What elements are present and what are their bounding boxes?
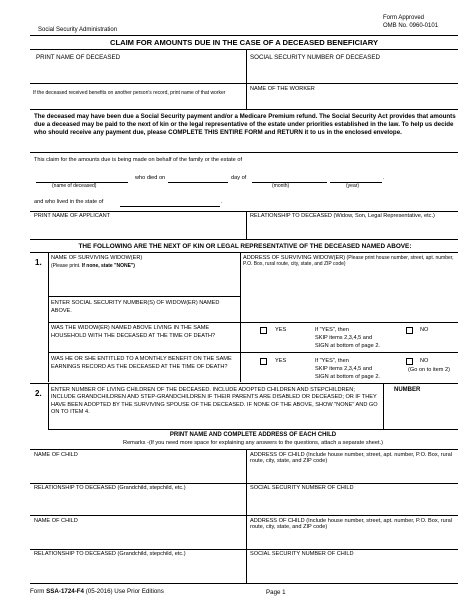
state-line[interactable] [120,196,220,206]
entitled-yes-checkbox[interactable] [260,358,267,365]
widow-address-note: (Please print house number, street, apt. number, P.O. Box, rural route, city, state, and ZIP code) [243,255,454,267]
applicant-name-field[interactable] [33,222,243,237]
child-2-relationship-label: RELATIONSHIP TO DECEASED (Grandchild, stepchild, etc.) [34,551,186,557]
section-2-number: 2. [35,389,42,398]
same-household-no-label: NO [420,327,429,333]
please-print-note: (Please print. [51,263,81,269]
child-1-address-field[interactable] [249,472,456,482]
omb-number: OMB No. 0960-0101 [383,23,439,29]
deceased-ssn-field[interactable] [249,63,456,81]
deceased-name-field[interactable] [33,63,243,81]
widow-name-label: NAME OF SURVIVING WIDOW(ER) [51,255,143,261]
relationship-label: RELATIONSHIP TO DECEASED (Widow, Son, Legal Representative, etc.) [250,213,435,219]
child-2-ssn-label: SOCIAL SECURITY NUMBER OF CHILD [250,551,354,557]
deceased-name-label: PRINT NAME OF DECEASED [36,54,121,61]
form-footer [30,588,164,595]
agency-name: Social Security Administration [38,27,118,33]
applicant-name-label: PRINT NAME OF APPLICANT [34,213,111,219]
deceased-ssn-label: SOCIAL SECURITY NUMBER OF DECEASED [250,54,380,61]
form-edition: (05-2016) Use Prior Editions [85,588,164,595]
same-household-question: WAS THE WIDOW(ER) NAMED ABOVE LIVING IN THE SAME HOUSEHOLD WITH THE DECEASED AT THE TIME OF DEATH? [51,325,216,339]
day-of-label: day of [231,175,247,181]
period: . [383,175,385,181]
entitled-no-label: NO [420,358,429,364]
entitled-yes-label: YES [275,358,287,364]
children-instructions: ENTER NUMBER OF LIVING CHILDREN OF THE DECEASED. INCLUDE ADOPTED CHILDREN AND STEPCHILDREN; INCLUDE GRANDCHILDREN AND STEP-GRANDCHILDREN IF THEIR PARENTS ARE DISABLED OR DECEASED; OR IF THEY HAVE BEEN ADOPTED BY THE SURVIVING SPOUSE OF THE DECEASED. IF NONE OF THE ABOVE, SHOW "NONE" AND GO ON TO ITEM 4. [51,387,378,415]
child-2-address-field[interactable] [249,538,456,548]
entitled-question: WAS HE OR SHE ENTITLED TO A MONTHLY BENEFIT ON THE SAME EARNINGS RECORD AS THE DECEASED AT THE TIME OF DEATH? [51,356,232,370]
name-of-deceased-caption: (name of deceased) [52,183,97,189]
child-1-name-field[interactable] [33,461,243,481]
same-household-yes-checkbox[interactable] [260,327,267,334]
widow-address-field[interactable] [242,274,456,312]
claim-intro: This claim for the amounts due is being made on behalf of the family or the estate of [34,157,243,163]
child-1-ssn-field[interactable] [249,493,456,513]
widow-address-label: ADDRESS OF SURVIVING WIDOW(ER) [243,255,346,261]
notice-text: The deceased may have been due a Social Security payment and/or a Medicare Premium refund. The Social Security Act provides that amounts due a deceased may be paid to the next of kin or the legal representative of the estate under priorities established in the law. To help us decide who should receive any payment due, please COMPLETE THIS ENTIRE FORM and RETURN it to us in the enclosed envelope. [34,113,456,136]
child-2-ssn-field[interactable] [249,559,456,581]
number-label: NUMBER [394,387,421,393]
same-household-skip: SKIP items 2,3,4,5 and [315,335,373,341]
who-died-on-label: who died on [135,175,166,181]
entitled-if-yes: If "YES", then [315,358,349,364]
child-2-relationship-field[interactable] [33,559,243,581]
child-1-name-label: NAME OF CHILD [34,452,78,458]
same-household-no-checkbox[interactable] [406,327,413,334]
entitled-no-checkbox[interactable] [406,358,413,365]
form-title: CLAIM FOR AMOUNTS DUE IN THE CASE OF A DECEASED BENEFICIARY [109,38,379,47]
entitled-sign: SIGN at bottom of page 2. [315,374,380,380]
widow-name-field[interactable] [50,272,238,294]
section-1-number: 1. [35,258,42,267]
same-household-yes-label: YES [275,327,287,333]
entitled-skip: SKIP items 2,3,4,5 and [315,366,373,372]
child-1-address-label: ADDRESS OF CHILD (Include house number, street, apt. number, P.O. Box, rural route, city, state, and ZIP code) [250,452,452,465]
kin-heading: THE FOLLOWING ARE THE NEXT OF KIN OR LEGAL REPRESENTATIVE OF THE DECEASED NAMED ABOVE: [78,243,412,250]
form-label: Form [30,588,45,595]
page-number: Page 1 [266,589,286,596]
child-1-relationship-field[interactable] [33,493,243,513]
year-line[interactable] [330,172,382,182]
child-2-name-field[interactable] [33,527,243,547]
child-2-name-label: NAME OF CHILD [34,518,78,524]
deceased-name-line[interactable] [36,172,128,182]
day-line[interactable] [168,172,228,182]
child-1-ssn-label: SOCIAL SECURITY NUMBER OF CHILD [250,485,354,491]
other-record-note: If the deceased received benefits on another person's record, print name of that worker [33,90,226,96]
if-none-note: If none, state "NONE") [81,263,135,269]
widow-ssn-label: ENTER SOCIAL SECURITY NUMBER(S) OF WIDOW(ER) NAMED ABOVE. [51,300,220,315]
remarks-note: Remarks -(If you need more space for explaining any answers to the questions, attach a separate sheet.) [123,440,383,446]
child-1-relationship-label: RELATIONSHIP TO DECEASED (Grandchild, stepchild, etc.) [34,485,186,491]
lived-in-state-label: and who lived in the state of [34,199,104,205]
month-caption: (month) [272,183,290,189]
go-to-item-2: (Go on to item 2) [408,367,450,373]
child-2-address-label: ADDRESS OF CHILD (Include house number, street, apt. number, P.O. Box, rural route, city, state, and ZIP code) [250,518,452,531]
year-caption: (year) [346,183,360,189]
children-number-field[interactable] [385,396,456,426]
form-approved: Form Approved [383,15,425,21]
same-household-sign: SIGN at bottom of page 2. [315,343,380,349]
worker-name-field[interactable] [249,94,456,108]
form-number: SSA-1724-F4 [46,588,85,595]
same-household-if-yes: If "YES", then [315,327,349,333]
worker-name-label: NAME OF THE WORKER [250,86,315,92]
month-line[interactable] [252,172,327,182]
period: . [221,199,223,205]
children-print-heading: PRINT NAME AND COMPLETE ADDRESS OF EACH CHILD [169,432,337,438]
